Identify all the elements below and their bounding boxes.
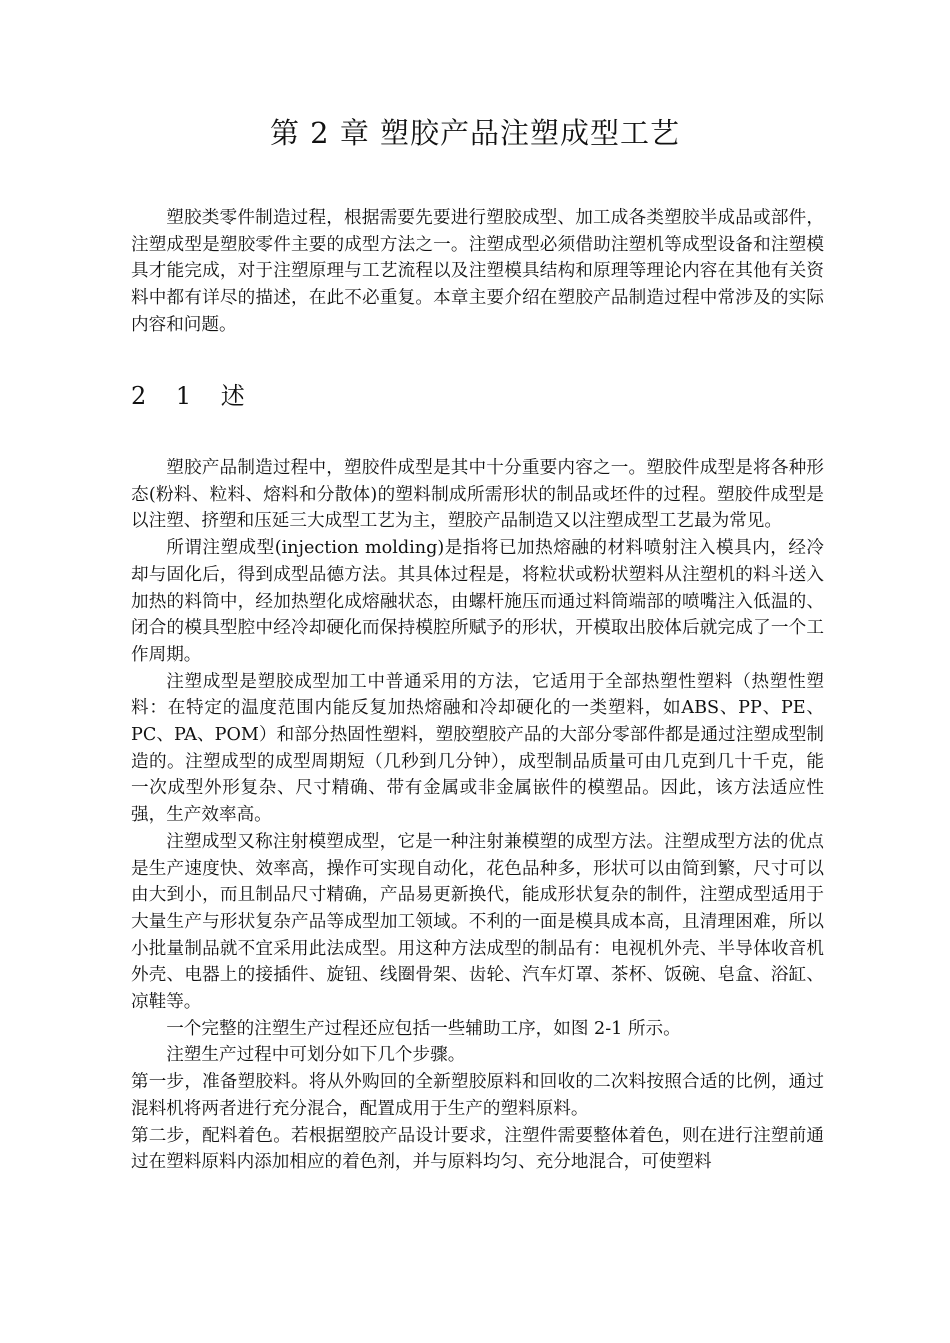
body-paragraph: 塑胶产品制造过程中，塑胶件成型是其中十分重要内容之一。塑胶件成型是将各种形态(粉料、粒料、熔料和分散体)的塑料制成所需形状的制品或坯件的过程。塑胶件成型是以注塑、挤塑和压延三大成型工艺为主，塑胶产品制造又以注塑成型工艺最为常见。 (131, 458, 824, 532)
body-paragraph: 注塑成型是塑胶成型加工中普通采用的方法，它适用于全部热塑性塑料（热塑性塑料：在特定的温度范围内能反复加热熔融和冷却硬化的一类塑料，如ABS、PP、PE、PC、PA、POM）和部分热固性塑料，塑胶塑胶产品的大部分零部件都是通过注塑成型制造的。注塑成型的成型周期短（几秒到几分钟），成型制品质量可由几克到几十千克，能一次成型外形复杂、尺寸精确、带有金属或非金属嵌件的模塑品。因此，该方法适应性强，生产效率高。 (131, 671, 824, 826)
body-paragraph: 所谓注塑成型(injection molding)是指将已加热熔融的材料喷射注入模具内，经冷却与固化后，得到成型品德方法。其具体过程是，将粒状或粉状塑料从注塑机的料斗送入加热的料筒中，经加热塑化成熔融状态，由螺杆施压而通过料筒端部的喷嘴注入低温的、闭合的模具型腔中经冷却硬化而保持模腔所赋予的形状，开模取出胶体后就完成了一个工作周期。 (131, 538, 824, 665)
intro-paragraph: 塑胶类零件制造过程，根据需要先要进行塑胶成型、加工成各类塑胶半成品或部件，注塑成型是塑胶零件主要的成型方法之一。注塑成型必须借助注塑机等成型设备和注塑模具才能完成，对于注塑原理与工艺流程以及注塑模具结构和原理等理论内容在其他有关资料中都有详尽的描述，在此不必重复。本章主要介绍在塑胶产品制造过程中常涉及的实际内容和问题。 (131, 208, 824, 335)
step-paragraph: 第一步，准备塑胶料。将从外购回的全新塑胶原料和回收的二次料按照合适的比例，通过混料机将两者进行充分混合，配置成用于生产的塑料原料。 (131, 1072, 824, 1119)
step-paragraph: 第二步，配料着色。若根据塑胶产品设计要求，注塑件需要整体着色，则在进行注塑前通过在塑料原料内添加相应的着色剂，并与原料均匀、充分地混合，可使塑料 (131, 1125, 824, 1173)
body-paragraph: 注塑成型又称注射模塑成型，它是一种注射兼模塑的成型方法。注塑成型方法的优点是生产速度快、效率高，操作可实现自动化，花色品种多，形状可以由简到繁，尺寸可以由大到小，而且制品尺寸精确，产品易更新换代，能成形状复杂的制件，注塑成型适用于大量生产与形状复杂产品等成型加工领域。不利的一面是模具成本高，且清理困难，所以小批量制品就不宜采用此法成型。用这种方法成型的制品有：电视机外壳、半导体收音机外壳、电器上的接插件、旋钮、线圈骨架、齿轮、汽车灯罩、茶杯、饭碗、皂盒、浴缸、凉鞋等。 (131, 831, 824, 1013)
section-heading: 2 1 述 (131, 382, 245, 410)
body-paragraph: 一个完整的注塑生产过程还应包括一些辅助工序，如图 2-1 所示。 (166, 1018, 681, 1039)
section-body (131, 455, 824, 1176)
body-paragraph: 注塑生产过程中可划分如下几个步骤。 (166, 1045, 466, 1066)
chapter-title: 第 2 章 塑胶产品注塑成型工艺 (269, 116, 681, 150)
intro-section (131, 205, 824, 339)
